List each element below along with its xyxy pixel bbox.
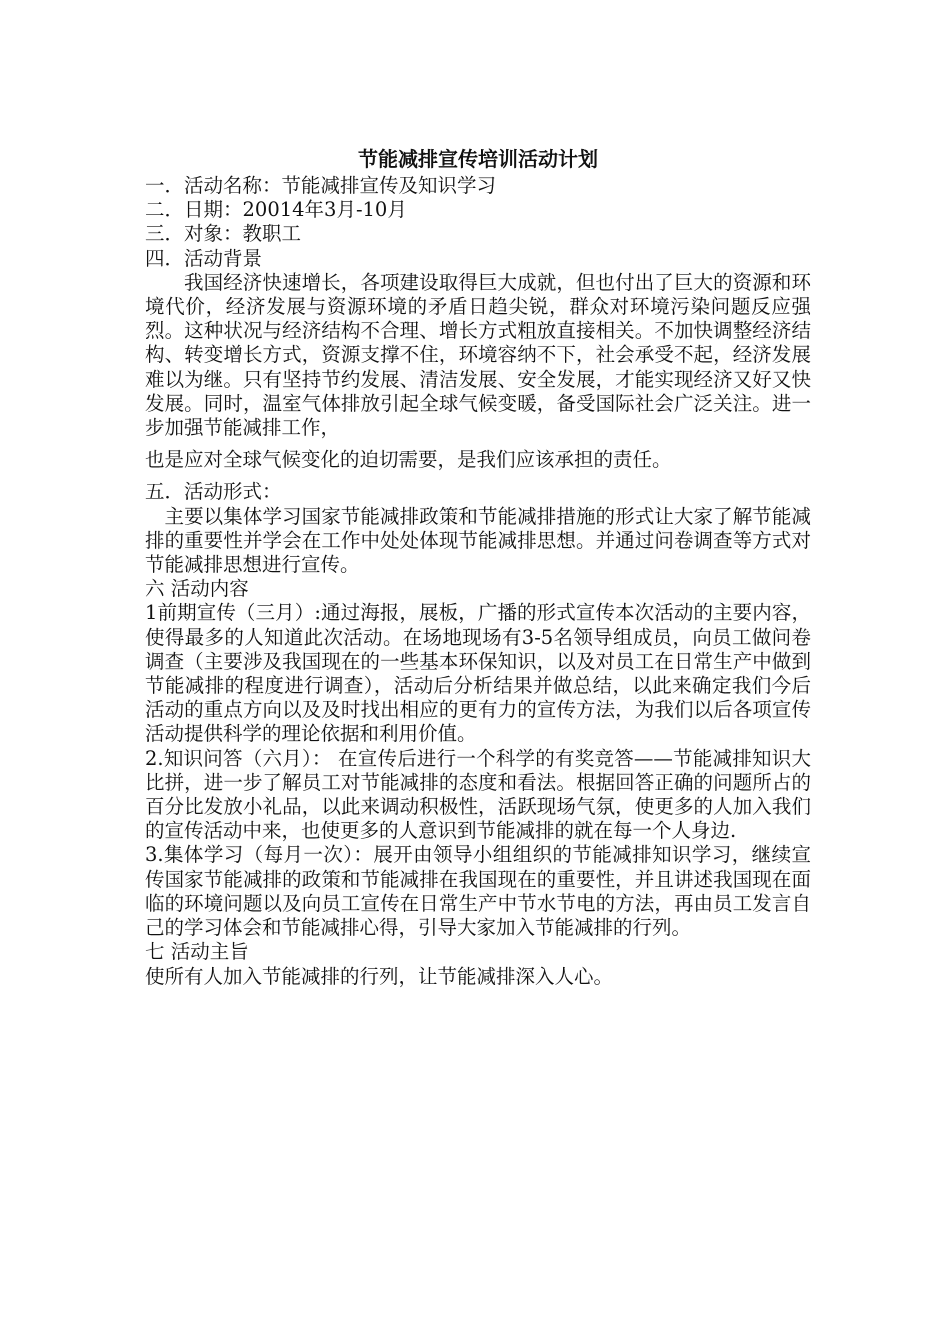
content-item-2: 2.知识问答（六月）： 在宣传后进行一个科学的有奖竞答——节能减排知识大比拼，进一步了解员工对节能减排的态度和看法。根据回答正确的问题所占的百分比发放小礼品，以此来调动积极性，活跃现场气氛，使更多的人加入我们的宣传活动中来，也使更多的人意识到节能减排的就在每一个人身边. [145,746,811,843]
activity-name-line: 一．活动名称：节能减排宣传及知识学习 [145,174,497,197]
form-paragraph: 主要以集体学习国家节能减排政策和节能减排措施的形式让大家了解节能减排的重要性并学会在工作中处处体现节能减排思想。并通过问卷调查等方式对节能减排思想进行宣传。 [145,504,811,577]
content-item-3: 3.集体学习（每月一次）：展开由领导小组组织的节能减排知识学习，继续宣传国家节能减排的政策和节能减排在我国现在的重要性，并且讲述我国现在面临的环境问题以及向员工宣传在日常生产中节水节电的方法，再由员工发言自己的学习体会和节能减排心得，引导大家加入节能减排的行列。 [145,843,811,940]
document-title: 节能减排宣传培训活动计划 [358,147,598,171]
purpose-heading: 七 活动主旨 [145,940,249,964]
form-heading: 五．活动形式： [145,480,282,504]
target-line: 三．对象：教职工 [145,222,302,246]
date-line: 二．日期：20014年3月-10月 [145,198,407,222]
background-paragraph: 我国经济快速增长，各项建设取得巨大成就，但也付出了巨大的资源和环境代价，经济发展与资源环境的矛盾日趋尖锐，群众对环境污染问题反应强烈。这种状况与经济结构不合理、增长方式粗放直接相关。不加快调整经济结构、转变增长方式，资源支撑不住，环境容纳不下，社会承受不起，经济发展难以为继。只有坚持节约发展、清洁发展、安全发展，才能实现经济又好又快发展。同时，温室气体排放引起全球气候变暖，备受国际社会广泛关注。进一步加强节能减排工作， [145,270,811,440]
background-paragraph-end: 也是应对全球气候变化的迫切需要，是我们应该承担的责任。 [145,448,672,472]
background-heading: 四．活动背景 [145,246,263,270]
purpose-paragraph: 使所有人加入节能减排的行列，让节能减排深入人心。 [145,964,614,988]
content-heading: 六 活动内容 [145,577,249,601]
content-item-1: 1前期宣传（三月）:通过海报，展板，广播的形式宣传本次活动的主要内容，使得最多的人知道此次活动。在场地现场有3-5名领导组成员，向员工做问卷调查（主要涉及我国现在的一些基本环保知识，以及对员工在日常生产中做到节能减排的程度进行调查），活动后分析结果并做总结，以此来确定我们今后活动的重点方向以及及时找出相应的更有力的宣传方法，为我们以后各项宣传活动提供科学的理论依据和利用价值。 [145,601,811,746]
document-page [145,146,811,989]
